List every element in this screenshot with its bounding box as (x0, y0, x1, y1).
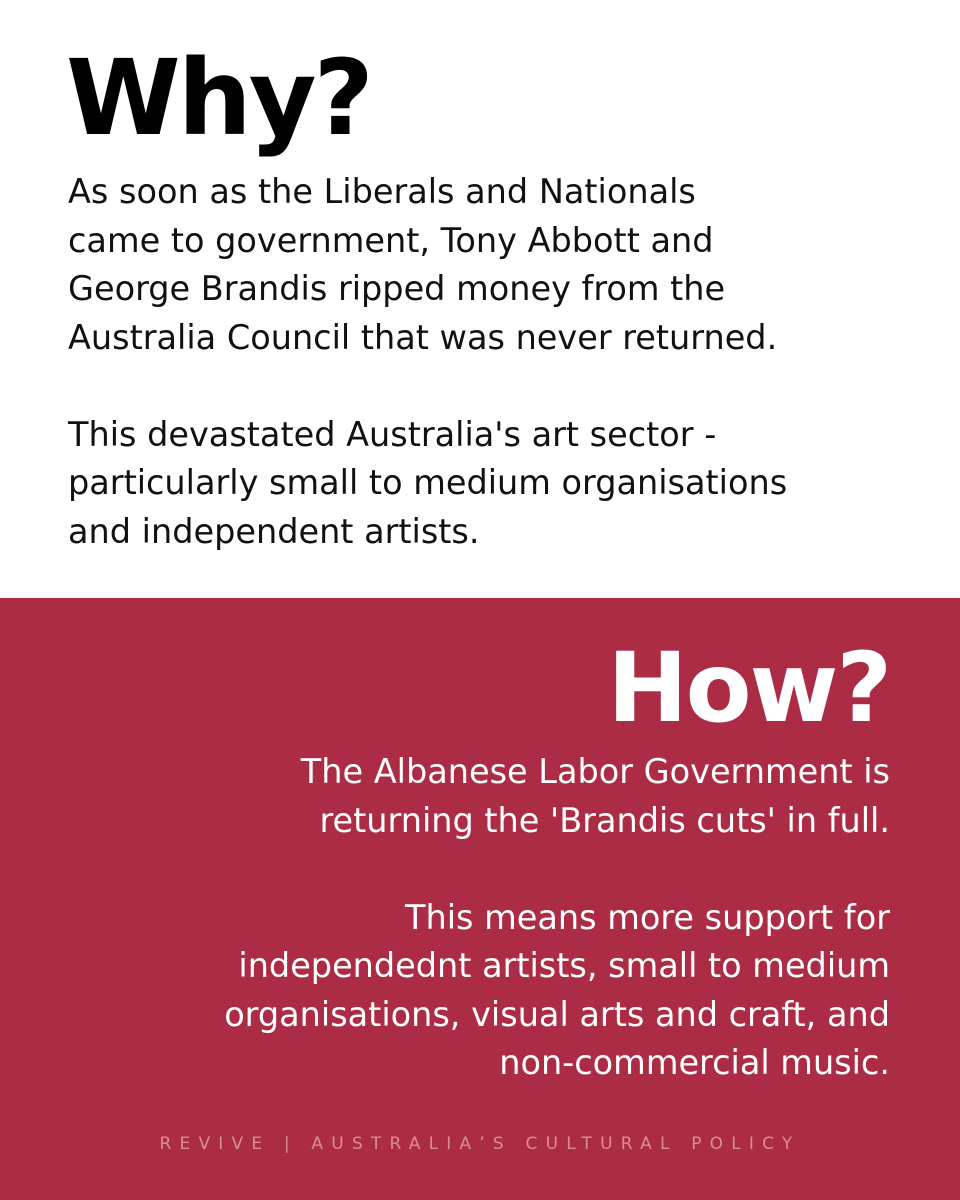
why-p2-line: and independent artists. (68, 511, 480, 551)
how-p1-line: The Albanese Labor Government is (300, 752, 890, 791)
why-body (68, 168, 948, 556)
how-p2-line: This means more support for (405, 897, 890, 937)
why-paragraph-1 (68, 168, 948, 362)
why-p1-line: came to government, Tony Abbott and (68, 220, 714, 260)
why-p2-line: This devastated Australia's art sector - (68, 414, 717, 454)
how-heading: How? (607, 632, 890, 744)
why-section (0, 0, 960, 598)
footer-tagline: REVIVE | AUSTRALIA’S CULTURAL POLICY (159, 1134, 801, 1154)
how-p1-line: returning the 'Brandis cuts' in full. (319, 800, 890, 840)
how-p2-line: organisations, visual arts and craft, and (224, 994, 890, 1034)
why-heading: Why? (66, 37, 371, 159)
why-p1-line: Australia Council that was never returned. (68, 317, 778, 357)
how-p2-line: independednt artists, small to medium (238, 946, 890, 985)
why-p1-line: George Brandis ripped money from the (68, 269, 726, 308)
how-p2-line: non-commercial music. (499, 1043, 890, 1082)
how-paragraph-1 (10, 748, 890, 845)
why-paragraph-2 (68, 411, 948, 557)
why-p2-line: particularly small to medium organisations (68, 463, 788, 502)
how-paragraph-2 (10, 894, 890, 1088)
how-body (10, 748, 890, 1088)
why-p1-line: As soon as the Liberals and Nationals (68, 172, 696, 211)
